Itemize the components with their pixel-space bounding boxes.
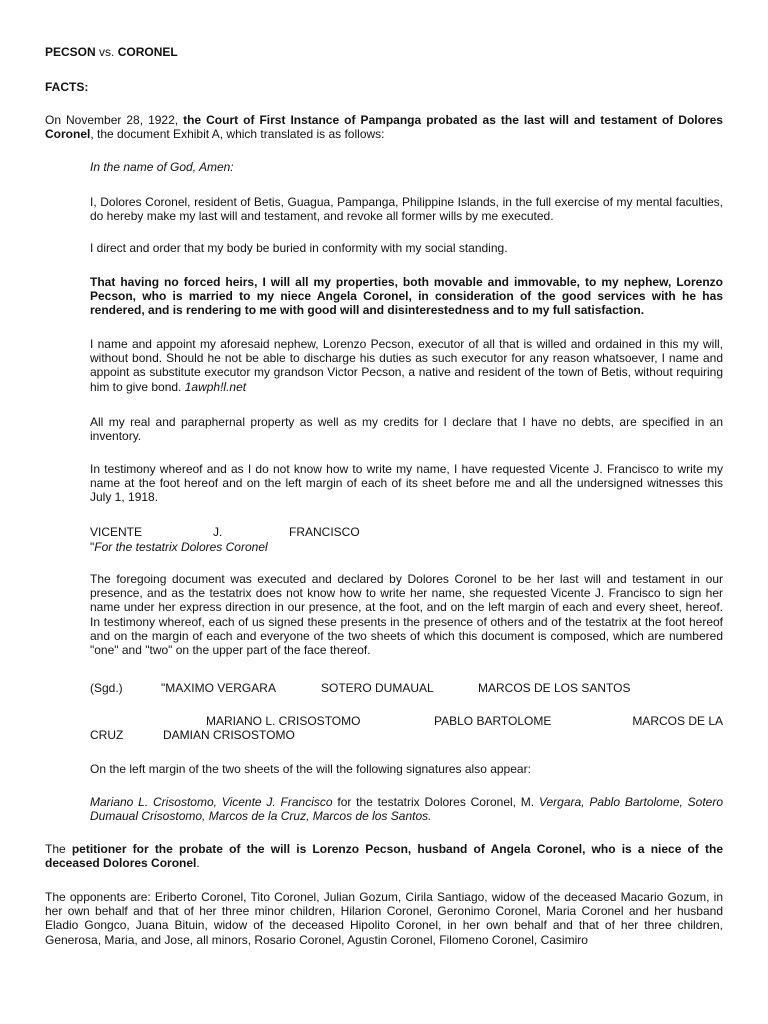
witness-maximo-vergara: "MAXIMO VERGARA bbox=[161, 681, 276, 695]
signer-first-name: VICENTE bbox=[90, 525, 143, 539]
attestation-paragraph: The foregoing document was executed and declared by Dolores Coronel to be her last will and testament in our presence, and as the testatrix does not know how to write her name, she requested Vicente J. Francisco to sign her name under her express direction in our presence, at the foot, and on the left margin of each and every sheet, hereof. In testimony whereof, each of us signed these presents in the presence of others and of the testatrix at the foot hereof and on the margin of each and everyone of the two sheets of which this document is composed, which are numbered "one" and "two" on the upper part of the face thereof. bbox=[90, 572, 723, 658]
facts-heading: FACTS: bbox=[45, 80, 89, 94]
witness-row-2 bbox=[90, 714, 723, 744]
petitioner-paragraph: The petitioner for the probate of the will is Lorenzo Pecson, husband of Angela Coronel, who is a niece of the deceased Dolores Coronel. bbox=[45, 842, 724, 871]
versus: vs. bbox=[99, 45, 115, 59]
will-paragraph-3: That having no forced heirs, I will all my properties, both movable and immovable, to my nephew, Lorenzo Pecson, who is married to my niece Angela Coronel, in consideration of the good services with he has rendered, and is rendering to me with good will and disinterestedness and to my full satisfaction. bbox=[90, 275, 723, 318]
signer-middle-initial: J. bbox=[213, 525, 223, 539]
signer-block bbox=[90, 525, 723, 555]
respondent-name: CORONEL bbox=[117, 45, 178, 59]
witness-damian-crisostomo: DAMIAN CRISOSTOMO bbox=[163, 728, 295, 742]
petitioner-name: PECSON bbox=[45, 45, 96, 59]
will-paragraph-5: All my real and paraphernal property as well as my credits for I declare that I have no debts, are specified in an inventory. bbox=[90, 415, 723, 444]
witness-pablo-bartolome: PABLO BARTOLOME bbox=[434, 714, 552, 728]
opponents-paragraph: The opponents are: Eriberto Coronel, Tito Coronel, Julian Gozum, Cirila Santiago, widow of the deceased Macario Gozum, in her own behalf and that of her three minor children, Hilarion Coronel, Geronimo Coronel, Maria Coronel and her husband Eladio Gongco, Juana Bituin, widow of the deceased Hipolito Coronel, in her own behalf and that of her three children, Generosa, Maria, and Jose, all minors, Rosario Coronel, Agustin Coronel, Filomeno Coronel, Casimiro bbox=[45, 890, 723, 947]
margin-signatures-list: Mariano L. Crisostomo, Vicente J. Francisco for the testatrix Dolores Coronel, M. Vergara, Pablo Bartolome, Sotero Dumaual Crisostomo, Marcos de la Cruz, Marcos de los Santos. bbox=[90, 795, 724, 824]
will-paragraph-1: I, Dolores Coronel, resident of Betis, Guagua, Pampanga, Philippine Islands, in the full exercise of my mental faculties, do hereby make my last will and testament, and revoke all former wills by me executed. bbox=[90, 195, 723, 224]
will-paragraph-2: I direct and order that my body be buried in conformity with my social standing. bbox=[90, 241, 508, 255]
signer-last-name: FRANCISCO bbox=[289, 525, 360, 539]
witness-marcos-de-la-cruz-part1: MARCOS DE LA bbox=[632, 714, 723, 728]
watermark-text: 1awph!l.net bbox=[184, 379, 247, 394]
intro-paragraph: On November 28, 1922, the Court of First Instance of Pampanga probated as the last will and testament of Dolores Coronel, the document Exhibit A, which translated is as follows: bbox=[45, 113, 723, 142]
signer-note: "For the testatrix Dolores Coronel bbox=[90, 540, 268, 554]
case-title bbox=[45, 45, 723, 59]
witness-marcos-de-los-santos: MARCOS DE LOS SANTOS bbox=[478, 681, 631, 695]
witness-row-1 bbox=[90, 681, 723, 697]
witness-mariano-crisostomo: MARIANO L. CRISOSTOMO bbox=[206, 714, 361, 728]
will-invocation: In the name of God, Amen: bbox=[90, 160, 234, 174]
margin-signatures-intro: On the left margin of the two sheets of the will the following signatures also appear: bbox=[90, 762, 531, 776]
witness-sotero-dumaual: SOTERO DUMAUAL bbox=[321, 681, 434, 695]
will-paragraph-4: I name and appoint my aforesaid nephew, Lorenzo Pecson, executor of all that is willed and ordained in this my will, without bond. Should he not be able to discharge his duties as such executor for any reason whatsoever, I name and appoint as substitute executor my grandson Victor Pecson, a native and resident of the town of Betis, without requiring him to give bond. 1awph!l.net bbox=[90, 337, 723, 394]
witness-marcos-de-la-cruz-part2: CRUZ bbox=[90, 728, 124, 742]
will-paragraph-6: In testimony whereof and as I do not know how to write my name, I have requested Vicente J. Francisco to write my name at the foot hereof and on the left margin of each of its sheet before me and all the undersigned witnesses this July 1, 1918. bbox=[90, 462, 723, 505]
sgd-label: (Sgd.) bbox=[90, 681, 123, 695]
